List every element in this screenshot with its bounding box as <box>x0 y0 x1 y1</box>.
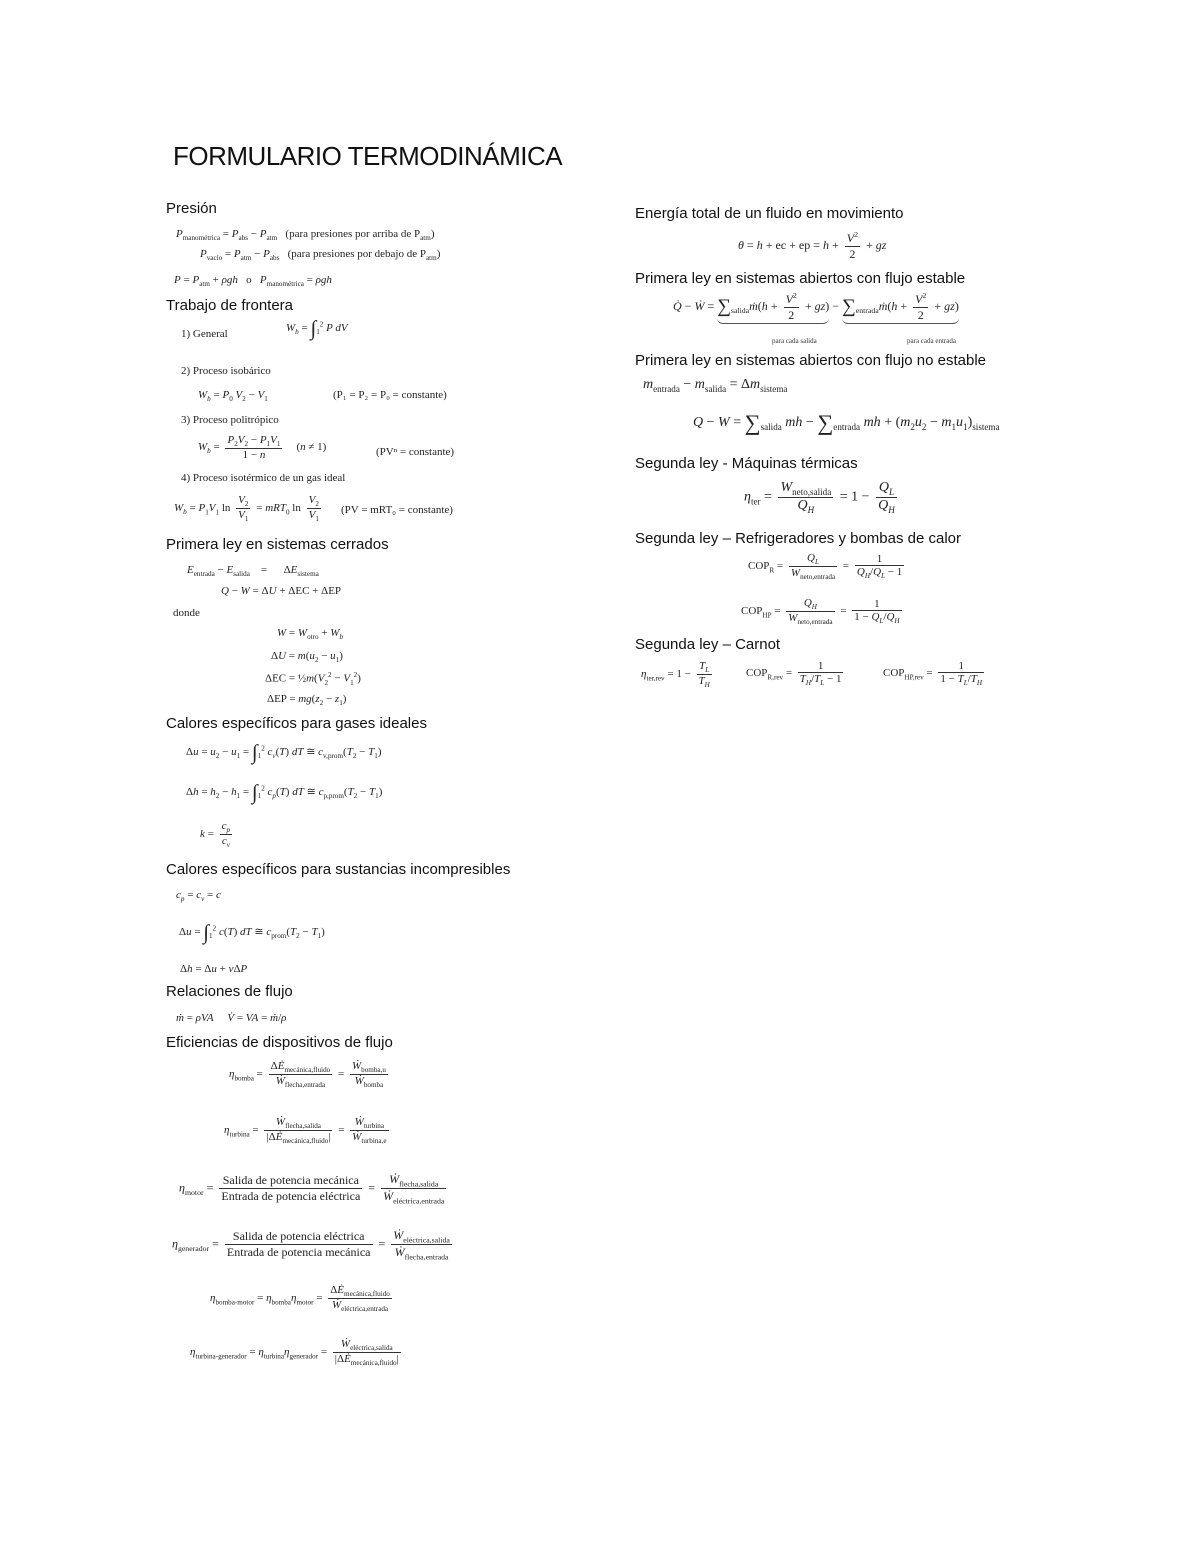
formula-eficiencia-carnot: $\eta_{ter,rev} = 1$ − $\frac{T_L}{T_H}$ <box>641 660 710 690</box>
heading-eficiencias: Eficiencias de dispositivos de flujo <box>166 1034 393 1051</box>
label-salida-mecanica: Salida de potencia mecánica <box>219 1173 362 1189</box>
formula-delta-ep: $\Delta EP = mg(z_2 - z_1)$ <box>267 693 347 708</box>
formula-abiertos-no-estable: $Q - W = \sum_{salida}$ mh − $\sum_{entrada}$ mh + $(m_2u_2 - m_1u_1)_{sistema}$ <box>693 410 1000 435</box>
label-entrada-mecanica: Entrada de potencia mecánica <box>226 1245 371 1260</box>
formula-trabajo-general: $W_b = \int_1^2$ P dV <box>286 316 348 340</box>
formula-eficiencia-motor: $\eta_{motor}$ = $\frac{\text{Salida de potencia mecánica}}{\text{Entrada de potencia eléctrica}}$ = $\frac{Ẇ_{flecha,salida}}{Ẇ_{eléctrica,entrada}}$ <box>179 1172 445 1206</box>
heading-calores-gases: Calores específicos para gases ideales <box>166 715 427 732</box>
label-donde: donde <box>173 607 200 619</box>
note-presion-debajo: (para presiones por debajo de P <box>287 248 426 260</box>
formula-eficiencia-bomba: $\eta_{bomba}$ = $\frac{\Delta Ė_{mecánica,fluido}}{Ẇ_{flecha,entrada}}$ = $\frac{Ẇ_{bomba,u}}{Ẇ_{bomba}}$ <box>229 1060 386 1090</box>
label-proceso-politropico: 3) Proceso politrópico <box>181 414 279 426</box>
formula-trabajo-isobarico: $W_b = P_0$ $V_2 - V_1$ <box>198 389 268 404</box>
page-title: FORMULARIO TERMODINÁMICA <box>173 141 563 171</box>
label-para-cada-entrada: para cada entrada <box>907 337 956 345</box>
formula-delta-u-gas: $\Delta u = u_2 - u_1 = \int_1^2$ $c_v(T)$ dT ≅ $c_{v,prom}(T_2 - T_1)$ <box>186 740 382 764</box>
formula-flujo-masico: ṁ = ρVA V̇ = VA = ṁ/ρ <box>176 1012 287 1024</box>
cond-politropico: (PVⁿ = constante) <box>376 446 455 458</box>
formula-delta-h-incompresible: Δh = Δu + vΔP <box>180 963 248 975</box>
formula-trabajo-total: $W = W_{otro} + W_b$ <box>277 627 344 642</box>
formula-eficiencia-turbina-generador: $\eta_{turbina-generador} = \eta_{turbina}\eta_{generador}$ = $\frac{Ẇ_{eléctrica,salida}}{|\Delta Ė_{mecánica,fluido}|}$ <box>190 1338 399 1368</box>
formula-delta-h-gas: $\Delta h = h_2 - h_1 = \int_1^2$ $c_p(T)$ dT ≅ $c_{p,prom}(T_2 - T_1)$ <box>186 780 383 804</box>
heading-abiertos-no-estable: Primera ley en sistemas abiertos con flujo no estable <box>635 352 987 369</box>
heading-refrigeradores: Segunda ley – Refrigeradores y bombas de calor <box>635 530 962 547</box>
note-presion-arriba: (para presiones por arriba de P <box>285 228 421 240</box>
formula-cop-r-carnot: $COP_{R,rev}$ = $\frac{1}{T_H/T_L - 1}$ <box>746 660 842 688</box>
formula-trabajo-isotermico: $W_b = P_1V_1$ ln $\frac{V_2}{V_1}$ = mRT$_0$ ln $\frac{V_2}{V_1}$ <box>174 494 319 524</box>
formula-cop-hp: $COP_{HP}$ = $\frac{Q_H}{W_{neto,entrada}}$ = $\frac{1}{1 - Q_L/Q_H}$ <box>741 597 900 627</box>
formula-balance-masa: $m_{entrada} - m_{salida} = \Delta m_{sistema}$ <box>643 377 788 394</box>
formula-primera-ley-cerrados: Q − W = ΔU + ΔEC + ΔEP <box>221 585 342 597</box>
label-trabajo-general: 1) General <box>181 328 228 340</box>
formula-eficiencia-bomba-motor: $\eta_{bomba-motor} = \eta_{bomba}\eta_{motor}$ = $\frac{\Delta Ė_{mecánica,fluido}}{Ẇ_{eléctrica,entrada}}$ <box>210 1284 390 1314</box>
formula-cp-cv: $c_p = c_v = c$ <box>176 889 221 904</box>
label-proceso-isotermico: 4) Proceso isotérmico de un gas ideal <box>181 472 346 484</box>
label-salida-electrica: Salida de potencia eléctrica <box>225 1229 373 1245</box>
cond-isobarico: (P₁ = P₂ = P₀ = constante) <box>333 389 447 401</box>
heading-relaciones-flujo: Relaciones de flujo <box>166 983 293 1000</box>
formula-delta-u-incompresible: $\Delta u = \int_1^2$ c(T) dT ≅ $c_{prom}(T_2 - T_1)$ <box>179 920 325 944</box>
formula-delta-u: $\Delta U = m(u_2 - u_1)$ <box>271 650 343 665</box>
label-para-cada-salida: para cada salida <box>772 337 817 345</box>
formula-k: k = $\frac{c_p}{c_v}$ <box>200 820 231 850</box>
cond-isotermico: (PV = mRT₀ = constante) <box>341 504 453 516</box>
formula-eficiencia-generador: $\eta_{generador}$ = $\frac{\text{Salida de potencia eléctrica}}{\text{Entrada de potencia mecánica}}$ = $\frac{Ẇ_{eléctrica,salida}}{Ẇ_{flecha,entrada}}$ <box>172 1228 450 1262</box>
formula-presion-hidrostatica: $P = P_{atm} + \rho gh$ o $P_{manométrica} = \rho gh$ <box>174 274 332 289</box>
heading-carnot: Segunda ley – Carnot <box>635 636 781 653</box>
formula-cop-r: $COP_R$ = $\frac{Q_L}{W_{neto,entrada}}$ = $\frac{1}{Q_H/Q_L - 1}$ <box>748 552 903 582</box>
formula-delta-ec: $\Delta EC = \frac{1}{2}m(V_2^2 - V_1^2)$ <box>265 671 361 687</box>
heading-trabajo-frontera: Trabajo de frontera <box>166 297 294 314</box>
formula-eficiencia-turbina: $\eta_{turbina}$ = $\frac{Ẇ_{flecha,salida}}{|\Delta Ė_{mecánica,fluido}|}$ = $\frac{Ẇ_{turbina}}{Ẇ_{turbina,e}}$ <box>224 1116 387 1146</box>
formula-balance-energia: $E_{entrada} - E_{salida}$ = $\Delta E_{sistema}$ <box>187 564 319 579</box>
formula-cop-hp-carnot: $COP_{HP,rev}$ = $\frac{1}{1 - T_L/T_H}$ <box>883 660 983 688</box>
formula-trabajo-politropico: $W_b$ = $\frac{P_2V_2 - P_1V_1}{1 - n}$ (n ≠ 1) <box>198 434 327 462</box>
heading-presion: Presión <box>166 200 217 217</box>
formula-eficiencia-termica: $\eta_{ter}$ = $\frac{W_{neto,salida}}{Q_H}$ = 1 − $\frac{Q_L}{Q_H}$ <box>744 480 895 515</box>
heading-calores-incompresibles: Calores específicos para sustancias incompresibles <box>166 861 511 878</box>
formula-energia-total: θ = h + ec + ep = h + $\frac{V^2}{2}$ + gz <box>738 230 887 261</box>
heading-abiertos-estable: Primera ley en sistemas abiertos con flujo estable <box>635 270 966 287</box>
heading-energia-total: Energía total de un fluido en movimiento <box>635 205 904 222</box>
formula-abiertos-estable: Q̇ − Ẇ = $\sum_{salida}ṁ(h$ + $\frac{V^2}{2}$ + $gz) - \sum_{entrada}ṁ(h$ + $\frac{V^2}{2}$ + gz) <box>673 291 959 322</box>
label-entrada-electrica: Entrada de potencia eléctrica <box>221 1189 361 1204</box>
heading-primera-ley-cerrados: Primera ley en sistemas cerrados <box>166 536 389 553</box>
formula-presion-manometrica: $P_{manométrica} = P_{abs} - P_{atm}$ (para presiones por arriba de $P_{atm}$) <box>176 228 435 243</box>
label-proceso-isobarico: 2) Proceso isobárico <box>181 365 271 377</box>
formula-presion-vacio: $P_{vacío} = P_{atm} - P_{abs}$ (para presiones por debajo de $P_{atm}$) <box>200 248 441 263</box>
heading-maquinas-termicas: Segunda ley - Máquinas térmicas <box>635 455 858 472</box>
